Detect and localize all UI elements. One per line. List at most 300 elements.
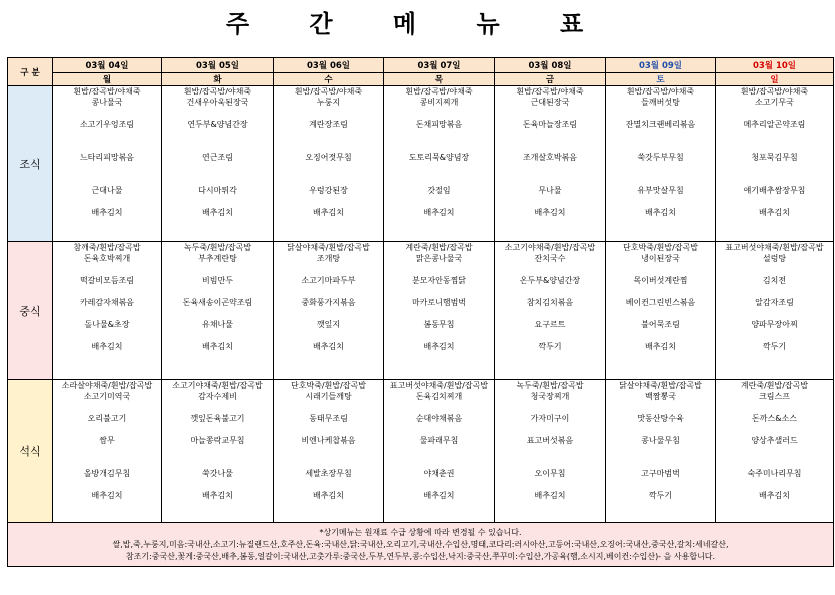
lunch-day-cell (716, 242, 834, 380)
menu-spacer (384, 174, 494, 185)
menu-item: 비빔만두 (202, 276, 233, 285)
menu-spacer (274, 108, 383, 119)
menu-spacer (495, 196, 605, 207)
dish-list (716, 242, 833, 379)
menu-spacer (606, 446, 715, 457)
menu-spacer (274, 264, 383, 275)
menu-spacer (162, 446, 273, 457)
menu-spacer (495, 141, 605, 152)
date-header-sunday: 03월 10일 (716, 58, 834, 73)
dish-list (53, 380, 161, 522)
dish-list (716, 380, 833, 522)
origin-info-line-1: 쌀,밥,죽,누룽지,미음:국내산,소고기:뉴질랜드산,호주산,돈육:국내산,닭:국내산,오리고기,국내산,수입산,명태,코다리:러시아산,고등어:국내산,오징어:국내산,중국산,갈치:세네갈산, (112, 539, 729, 549)
date-header: 03월 04일 (53, 58, 162, 73)
menu-spacer (53, 457, 161, 468)
menu-item: 배추김치 (423, 208, 455, 217)
menu-item: 깍두기 (538, 342, 562, 351)
menu-item: 다시마튀각 (198, 186, 237, 195)
menu-item: 설렁탕 (762, 254, 787, 263)
menu-item: 중화풍가지볶음 (301, 298, 356, 307)
menu-item: 깍두기 (762, 342, 787, 351)
menu-item: 배추김치 (91, 491, 123, 500)
menu-item: 녹두죽/흰밥/잡곡밥 (183, 243, 252, 252)
dish-list (495, 242, 605, 379)
dinner-day-cell (53, 380, 162, 523)
menu-spacer (495, 330, 605, 341)
breakfast-day-cell (162, 86, 274, 242)
menu-item: 쑥갓나물 (202, 469, 233, 478)
menu-item: 닭살야채죽/흰밥/잡곡밥 (287, 243, 370, 252)
menu-item: 메추리알곤약조림 (743, 120, 806, 129)
dish-list (384, 380, 494, 522)
menu-item: 요구르트 (534, 320, 566, 329)
menu-spacer (274, 479, 383, 490)
menu-spacer (495, 446, 605, 457)
menu-item: 근대된장국 (530, 98, 570, 107)
dinner-label: 석식 (8, 380, 53, 523)
menu-item: 조개살호박볶음 (522, 153, 578, 162)
dish-list (606, 86, 715, 241)
menu-spacer (384, 446, 494, 457)
menu-spacer (162, 141, 273, 152)
menu-item: 소고기미역국 (83, 392, 131, 401)
menu-spacer (274, 196, 383, 207)
dish-list (274, 242, 383, 379)
menu-spacer (162, 196, 273, 207)
lunch-day-cell (384, 242, 495, 380)
menu-item: 표고버섯볶음 (526, 436, 574, 445)
breakfast-day-cell (53, 86, 162, 242)
menu-spacer (716, 196, 833, 207)
menu-item: 부추계란탕 (198, 254, 237, 263)
menu-item: 가자미구이 (530, 414, 570, 423)
menu-spacer (495, 457, 605, 468)
menu-item: 청국장찌개 (530, 392, 570, 401)
menu-item: 소고기우엉조림 (79, 120, 135, 129)
menu-spacer (495, 479, 605, 490)
menu-spacer (716, 446, 833, 457)
menu-item: 근대나물 (91, 186, 123, 195)
menu-spacer (606, 424, 715, 435)
menu-spacer (606, 330, 715, 341)
category-header: 구 분 (8, 58, 53, 86)
dish-list (53, 86, 161, 241)
date-header-saturday: 03월 09일 (606, 58, 716, 73)
menu-spacer (606, 286, 715, 297)
menu-item: 온두부&양념간장 (519, 276, 581, 285)
menu-item: 분모자안동찜닭 (411, 276, 467, 285)
dish-list (384, 86, 494, 241)
menu-spacer (716, 457, 833, 468)
dish-list (716, 86, 833, 241)
menu-item: 깻잎지 (316, 320, 341, 329)
menu-spacer (384, 196, 494, 207)
menu-spacer (495, 308, 605, 319)
breakfast-day-cell (274, 86, 384, 242)
menu-spacer (495, 130, 605, 141)
menu-item: 배추김치 (202, 208, 233, 217)
date-header: 03월 05일 (162, 58, 274, 73)
menu-item: 흰밥/잡곡밥/야채죽 (626, 87, 695, 96)
menu-item: 맑은콩나물국 (415, 254, 463, 263)
menu-spacer (384, 108, 494, 119)
menu-spacer (274, 286, 383, 297)
menu-item: 떡갈비모듬조림 (79, 276, 135, 285)
menu-spacer (162, 402, 273, 413)
menu-footer (8, 523, 834, 567)
menu-spacer (716, 130, 833, 141)
menu-item: 콩나물국 (91, 98, 123, 107)
menu-spacer (716, 174, 833, 185)
menu-spacer (495, 264, 605, 275)
origin-info-line-2: 참조기:중국산,꽃게:중국산,배추,봄동,얼갈이:국내산,고춧가루:중국산,두부,연두부,콩:수입산,낙지:중국산,쭈꾸미:수입산,가공육(햄,소시지,베이컨:수입산)- 을 사용합니다. (125, 551, 716, 561)
menu-item: 돈채피망볶음 (415, 120, 463, 129)
menu-spacer (274, 330, 383, 341)
menu-item: 봄동무침 (423, 320, 455, 329)
menu-spacer (53, 286, 161, 297)
breakfast-day-cell (495, 86, 606, 242)
menu-spacer (162, 130, 273, 141)
dish-list (162, 380, 273, 522)
menu-item: 쌈무 (99, 436, 115, 445)
menu-item: 녹두죽/흰밥/잡곡밥 (516, 381, 584, 390)
menu-spacer (53, 446, 161, 457)
menu-item: 배추김치 (313, 208, 344, 217)
menu-item: 돈육새송이곤약조림 (182, 298, 253, 307)
menu-item: 베이컨그린빈스볶음 (625, 298, 696, 307)
menu-item: 순대야채볶음 (415, 414, 463, 423)
day-header: 월 (53, 73, 162, 86)
menu-spacer (716, 141, 833, 152)
menu-spacer (274, 308, 383, 319)
menu-spacer (162, 286, 273, 297)
menu-item: 야채춘권 (423, 469, 455, 478)
menu-item: 유부맛살무침 (637, 186, 684, 195)
breakfast-row (8, 86, 834, 242)
menu-item: 유채나물 (202, 320, 233, 329)
dish-list (162, 86, 273, 241)
menu-item: 누룽지 (316, 98, 341, 107)
menu-spacer (606, 130, 715, 141)
menu-spacer (716, 308, 833, 319)
dinner-day-cell (716, 380, 834, 523)
menu-item: 건새우아욱된장국 (186, 98, 249, 107)
menu-item: 들깨버섯탕 (641, 98, 680, 107)
menu-spacer (384, 286, 494, 297)
menu-item: 감자수제비 (198, 392, 237, 401)
menu-item: 표고버섯야채죽/흰밥/잡곡밥 (725, 243, 824, 252)
menu-spacer (274, 402, 383, 413)
menu-spacer (606, 479, 715, 490)
menu-item: 돈까스&소스 (752, 414, 797, 423)
menu-item: 계란죽/흰밥/잡곡밥 (740, 381, 809, 390)
menu-spacer (716, 330, 833, 341)
weekly-menu-table (7, 57, 834, 567)
menu-spacer (384, 424, 494, 435)
menu-item: 콩나물무침 (641, 436, 680, 445)
menu-spacer (53, 479, 161, 490)
menu-item: 배추김치 (645, 208, 676, 217)
menu-item: 비엔나케찹볶음 (301, 436, 356, 445)
menu-spacer (162, 424, 273, 435)
menu-spacer (274, 446, 383, 457)
day-header: 화 (162, 73, 274, 86)
menu-item: 불어묵조림 (641, 320, 680, 329)
menu-item: 흰밥/잡곡밥/야채죽 (516, 87, 584, 96)
menu-spacer (384, 130, 494, 141)
menu-spacer (606, 264, 715, 275)
menu-spacer (53, 130, 161, 141)
menu-item: 숙주미나리무침 (747, 469, 802, 478)
breakfast-day-cell (384, 86, 495, 242)
menu-item: 오징어젓무침 (305, 153, 352, 162)
menu-spacer (53, 108, 161, 119)
menu-item: 시래기들깨탕 (305, 392, 352, 401)
menu-item: 오리불고기 (87, 414, 127, 423)
menu-item: 갓절임 (427, 186, 451, 195)
dish-list (53, 242, 161, 379)
page-title: 주 간 메 뉴 표 (225, 10, 610, 38)
menu-item: 양상추샐러드 (751, 436, 798, 445)
menu-spacer (716, 424, 833, 435)
change-notice: *상기메뉴는 원재료 수급 상황에 따라 변경될 수 있습니다. (319, 527, 522, 537)
menu-spacer (716, 163, 833, 174)
menu-spacer (384, 457, 494, 468)
menu-item: 배추김치 (423, 342, 455, 351)
menu-item: 연두부&양념간장 (187, 120, 248, 129)
menu-spacer (274, 163, 383, 174)
menu-item: 배추김치 (645, 342, 676, 351)
menu-item: 목이버섯계란찜 (633, 276, 688, 285)
menu-item: 도토리묵&양념장 (408, 153, 470, 162)
menu-spacer (162, 174, 273, 185)
menu-item: 배추김치 (91, 342, 123, 351)
dish-list (274, 380, 383, 522)
lunch-day-cell (495, 242, 606, 380)
menu-item: 흰밥/잡곡밥/야채죽 (294, 87, 363, 96)
menu-spacer (384, 402, 494, 413)
menu-spacer (274, 130, 383, 141)
menu-item: 물파래무침 (419, 436, 459, 445)
menu-item: 참치김치볶음 (526, 298, 574, 307)
lunch-day-cell (162, 242, 274, 380)
menu-spacer (53, 402, 161, 413)
menu-item: 콩비지찌개 (419, 98, 459, 107)
menu-item: 돌나물&초장 (84, 320, 130, 329)
menu-spacer (53, 264, 161, 275)
menu-item: 배추김치 (313, 491, 344, 500)
menu-spacer (53, 163, 161, 174)
dish-list (162, 242, 273, 379)
dinner-day-cell (606, 380, 716, 523)
menu-spacer (495, 402, 605, 413)
day-header: 목 (384, 73, 495, 86)
menu-item: 백짬뽕국 (645, 392, 676, 401)
menu-spacer (53, 330, 161, 341)
menu-item: 고구마범벅 (641, 469, 680, 478)
dish-list (606, 242, 715, 379)
menu-item: 흰밥/잡곡밥/야채죽 (183, 87, 252, 96)
menu-item: 동태무조림 (309, 414, 348, 423)
dinner-row (8, 380, 834, 523)
menu-item: 마카로니햄범벅 (411, 298, 467, 307)
lunch-day-cell (53, 242, 162, 380)
dish-list (274, 86, 383, 241)
menu-item: 얘기배추쌈장무침 (743, 186, 806, 195)
menu-spacer (384, 308, 494, 319)
menu-item: 계란장조림 (309, 120, 348, 129)
day-header-sunday: 일 (716, 73, 834, 86)
menu-spacer (495, 174, 605, 185)
menu-item: 연근조림 (202, 153, 233, 162)
menu-item: 마늘쫑락교무침 (190, 436, 245, 445)
menu-item: 돈육마늘장조림 (522, 120, 578, 129)
breakfast-day-cell (716, 86, 834, 242)
menu-item: 양파무장아찌 (751, 320, 798, 329)
menu-item: 잔치국수 (534, 254, 566, 263)
menu-item: 깍두기 (648, 491, 673, 500)
menu-spacer (384, 163, 494, 174)
menu-spacer (53, 196, 161, 207)
menu-spacer (162, 308, 273, 319)
menu-item: 맛동산탕수육 (637, 414, 684, 423)
day-header-saturday: 토 (606, 73, 716, 86)
date-header: 03월 08일 (495, 58, 606, 73)
breakfast-day-cell (606, 86, 716, 242)
menu-spacer (384, 479, 494, 490)
menu-spacer (716, 264, 833, 275)
menu-item: 알감자조림 (755, 298, 794, 307)
menu-spacer (162, 479, 273, 490)
menu-item: 흰밥/잡곡밥/야채죽 (405, 87, 473, 96)
lunch-label: 중식 (8, 242, 53, 380)
menu-item: 단호박죽/흰밥/잡곡밥 (291, 381, 366, 390)
menu-item: 김치전 (762, 276, 787, 285)
menu-item: 단호박죽/흰밥/잡곡밥 (623, 243, 698, 252)
date-header: 03월 07일 (384, 58, 495, 73)
menu-spacer (274, 457, 383, 468)
menu-item: 올방개김무침 (83, 469, 131, 478)
menu-spacer (53, 308, 161, 319)
menu-spacer (53, 174, 161, 185)
dinner-day-cell (274, 380, 384, 523)
menu-spacer (384, 264, 494, 275)
menu-item: 돈육김치찌개 (415, 392, 463, 401)
lunch-day-cell (274, 242, 384, 380)
menu-item: 잔멸치크랜베리볶음 (625, 120, 696, 129)
lunch-row (8, 242, 834, 380)
day-header: 금 (495, 73, 606, 86)
menu-item: 계란죽/흰밥/잡곡밥 (405, 243, 473, 252)
menu-spacer (384, 141, 494, 152)
menu-spacer (162, 457, 273, 468)
menu-spacer (162, 108, 273, 119)
menu-item: 소고기야채죽/흰밥/잡곡밥 (504, 243, 596, 252)
menu-item: 흰밥/잡곡밥/야채죽 (740, 87, 809, 96)
menu-spacer (495, 108, 605, 119)
menu-spacer (606, 141, 715, 152)
menu-spacer (606, 108, 715, 119)
menu-spacer (495, 286, 605, 297)
dinner-day-cell (384, 380, 495, 523)
menu-spacer (162, 264, 273, 275)
menu-spacer (716, 402, 833, 413)
menu-spacer (162, 163, 273, 174)
menu-spacer (606, 308, 715, 319)
menu-item: 돈육호박찌개 (83, 254, 131, 263)
menu-spacer (162, 330, 273, 341)
breakfast-label: 조식 (8, 86, 53, 242)
day-header: 수 (274, 73, 384, 86)
menu-item: 배추김치 (313, 342, 344, 351)
menu-item: 크림스프 (759, 392, 790, 401)
menu-item: 배추김치 (759, 208, 790, 217)
menu-item: 쑥갓두부무침 (637, 153, 684, 162)
menu-item: 표고버섯야채죽/흰밥/잡곡밥 (389, 381, 489, 390)
dinner-day-cell (162, 380, 274, 523)
menu-spacer (606, 174, 715, 185)
dish-list (495, 86, 605, 241)
menu-item: 배추김치 (91, 208, 123, 217)
menu-item: 배추김치 (202, 342, 233, 351)
menu-spacer (716, 479, 833, 490)
menu-spacer (606, 402, 715, 413)
menu-item: 배추김치 (534, 491, 566, 500)
lunch-day-cell (606, 242, 716, 380)
dish-list (606, 380, 715, 522)
menu-item: 배추김치 (759, 491, 790, 500)
menu-spacer (606, 163, 715, 174)
menu-item: 소고기야채죽/흰밥/잡곡밥 (172, 381, 263, 390)
menu-item: 세발초장무침 (305, 469, 352, 478)
menu-item: 흰밥/잡곡밥/야채죽 (73, 87, 141, 96)
menu-item: 닭살야채죽/흰밥/잡곡밥 (619, 381, 702, 390)
menu-item: 조개탕 (316, 254, 341, 263)
menu-spacer (53, 141, 161, 152)
menu-item: 배추김치 (202, 491, 233, 500)
menu-spacer (606, 457, 715, 468)
menu-item: 소라살야채죽/흰밥/잡곡밥 (61, 381, 153, 390)
dinner-day-cell (495, 380, 606, 523)
menu-item: 참깨죽/흰밥/잡곡밥 (73, 243, 141, 252)
menu-spacer (53, 424, 161, 435)
day-row (8, 73, 834, 86)
menu-spacer (716, 108, 833, 119)
menu-spacer (274, 424, 383, 435)
menu-item: 느타리피망볶음 (79, 153, 135, 162)
menu-item: 소고기마파두부 (301, 276, 356, 285)
date-row (8, 58, 834, 73)
menu-item: 소고기무국 (755, 98, 794, 107)
menu-item: 우렁강된장 (309, 186, 348, 195)
menu-item: 냉이된장국 (641, 254, 680, 263)
menu-item: 깻잎돈육불고기 (190, 414, 245, 423)
menu-spacer (274, 174, 383, 185)
menu-item: 청포묵김무침 (751, 153, 798, 162)
menu-item: 무나물 (538, 186, 562, 195)
menu-spacer (495, 163, 605, 174)
dish-list (495, 380, 605, 522)
menu-spacer (384, 330, 494, 341)
menu-spacer (606, 196, 715, 207)
menu-item: 오이무침 (534, 469, 566, 478)
date-header: 03월 06일 (274, 58, 384, 73)
menu-item: 카레감자채볶음 (79, 298, 135, 307)
dish-list (384, 242, 494, 379)
menu-spacer (716, 286, 833, 297)
menu-spacer (274, 141, 383, 152)
menu-spacer (495, 424, 605, 435)
